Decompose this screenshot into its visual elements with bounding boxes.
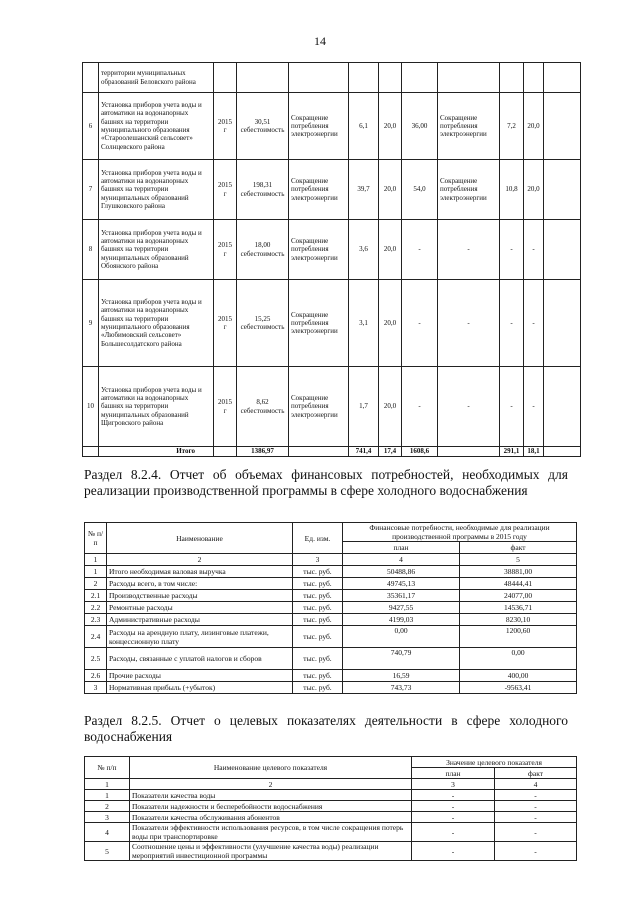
cell: - bbox=[495, 812, 577, 823]
table-row bbox=[85, 801, 577, 812]
cell: 20,0 bbox=[379, 280, 402, 367]
cell: 20,0 bbox=[379, 367, 402, 447]
cell: Ремонтные расходы bbox=[107, 602, 293, 614]
cell: 2 bbox=[85, 578, 107, 590]
cell: 36,00 bbox=[402, 93, 438, 160]
cell: 2015 г bbox=[214, 220, 237, 280]
header-cell: Ед. изм. bbox=[293, 523, 343, 554]
cell: 2 bbox=[85, 801, 130, 812]
cell: 16,59 bbox=[343, 670, 460, 682]
cell: 198,31 bbox=[252, 181, 273, 190]
cell: Показатели эффективности использования ресурсов, в том числе сокращения потерь воды при транспортировке bbox=[130, 823, 412, 842]
financial-needs-table bbox=[84, 522, 577, 694]
cell: Установка приборов учета воды и автоматики на водонапорных башнях на территории муниципальных образований Глушковского района bbox=[99, 160, 214, 220]
cell: 4 bbox=[85, 823, 130, 842]
cell: Расходы, связанные с уплатой налогов и сборов bbox=[107, 648, 293, 670]
cell: 35361,17 bbox=[343, 590, 460, 602]
cell: 2015 г bbox=[214, 160, 237, 220]
table-header-row bbox=[85, 523, 577, 542]
table-row bbox=[85, 823, 577, 842]
cell: Сокращение потребления электроэнергии bbox=[438, 93, 500, 160]
cell: 7 bbox=[83, 160, 99, 220]
cell: тыс. руб. bbox=[293, 590, 343, 602]
cell: тыс. руб. bbox=[293, 626, 343, 648]
table-row bbox=[85, 578, 577, 590]
table-row bbox=[83, 160, 581, 220]
cell: 17,4 bbox=[379, 447, 402, 457]
table-row bbox=[85, 648, 577, 670]
cell: 2.2 bbox=[85, 602, 107, 614]
cell: 1608,6 bbox=[402, 447, 438, 457]
cell: - bbox=[412, 842, 495, 861]
cell: 3,6 bbox=[349, 220, 379, 280]
cell: 15,25 bbox=[254, 314, 271, 323]
cell: 20,0 bbox=[379, 220, 402, 280]
cell: Установка приборов учета воды и автоматики на водонапорных башнях на территории муниципальных образований Щигровского района bbox=[99, 367, 214, 447]
cell: 24077,00 bbox=[460, 590, 577, 602]
cell: - bbox=[438, 367, 500, 447]
cell: 291,1 bbox=[500, 447, 524, 457]
cell: Сокращение потребления электроэнергии bbox=[289, 280, 349, 367]
cell: Итого bbox=[99, 447, 214, 457]
cell: Сокращение потребления электроэнергии bbox=[289, 93, 349, 160]
cell: - bbox=[402, 367, 438, 447]
cell: 2.5 bbox=[85, 648, 107, 670]
cell: Административные расходы bbox=[107, 614, 293, 626]
cell: 1 bbox=[85, 566, 107, 578]
cell: 743,73 bbox=[343, 682, 460, 694]
cell: 5 bbox=[85, 842, 130, 861]
cell: Установка приборов учета воды и автоматики на водонапорных башнях на территории муниципальных образований Обоянского района bbox=[99, 220, 214, 280]
investment-table bbox=[82, 62, 581, 457]
cell: 10,8 bbox=[500, 160, 524, 220]
cell: 38881,00 bbox=[460, 566, 577, 578]
cell: 50488,86 bbox=[343, 566, 460, 578]
cell: Расходы на арендную плату, лизинговые платежи, концессионную плату bbox=[107, 626, 293, 648]
table-row bbox=[85, 670, 577, 682]
cell: 2.4 bbox=[85, 626, 107, 648]
table-row bbox=[83, 280, 581, 367]
cell: 2 bbox=[107, 554, 293, 566]
cell: 1386,97 bbox=[237, 447, 289, 457]
cell: себестоимость bbox=[240, 249, 285, 258]
table-row bbox=[85, 590, 577, 602]
cell: 20,0 bbox=[379, 160, 402, 220]
cell: - bbox=[412, 801, 495, 812]
cell: Показатели надежности и бесперебойности водоснабжения bbox=[130, 801, 412, 812]
cell: - bbox=[500, 220, 524, 280]
cell: 1 bbox=[85, 779, 130, 790]
cell: 4 bbox=[495, 779, 577, 790]
table-row bbox=[85, 682, 577, 694]
table-row bbox=[85, 614, 577, 626]
cell: Сокращение потребления электроэнергии bbox=[438, 160, 500, 220]
cell: Итого необходимая валовая выручка bbox=[107, 566, 293, 578]
header-cell: Наименование bbox=[107, 523, 293, 554]
cell: 3,1 bbox=[349, 280, 379, 367]
cell: 2.3 bbox=[85, 614, 107, 626]
cell: 3 bbox=[293, 554, 343, 566]
cell: 10 bbox=[83, 367, 99, 447]
table-index-row bbox=[85, 554, 577, 566]
cell: 30,51 bbox=[254, 117, 271, 126]
table-row bbox=[85, 566, 577, 578]
cell: тыс. руб. bbox=[293, 648, 343, 670]
header-cell: Значение целевого показателя bbox=[412, 757, 577, 768]
cell: - bbox=[500, 367, 524, 447]
cell: 2015 г bbox=[214, 93, 237, 160]
cell: - bbox=[524, 280, 544, 367]
cell: 2.1 bbox=[85, 590, 107, 602]
cell: 18,00 bbox=[254, 241, 271, 250]
cell: 49745,13 bbox=[343, 578, 460, 590]
header-cell: факт bbox=[495, 768, 577, 779]
cell: - bbox=[412, 823, 495, 842]
table-row bbox=[83, 93, 581, 160]
cell: - bbox=[495, 842, 577, 861]
cell: тыс. руб. bbox=[293, 602, 343, 614]
cell: 54,0 bbox=[402, 160, 438, 220]
cell: 740,79 bbox=[343, 648, 460, 670]
header-cell: № п/п bbox=[85, 757, 130, 779]
cell: Сокращение потребления электроэнергии bbox=[289, 160, 349, 220]
cell: - bbox=[524, 367, 544, 447]
cell: Установка приборов учета воды и автоматики на водонапорных башнях на территории муниципального образования «Любимовский сельсовет» Большесолдатского района bbox=[99, 280, 214, 367]
cell: 6 bbox=[83, 93, 99, 160]
cell: Нормативная прибыль (+убыток) bbox=[107, 682, 293, 694]
table-row bbox=[83, 63, 581, 93]
cell: 8230,10 bbox=[460, 614, 577, 626]
cell: 8,62 bbox=[256, 398, 269, 407]
cell: 4 bbox=[343, 554, 460, 566]
table-row bbox=[83, 220, 581, 280]
cell: 14536,71 bbox=[460, 602, 577, 614]
cell: 400,00 bbox=[460, 670, 577, 682]
section-heading-8-2-5: Раздел 8.2.5. Отчет о целевых показателях деятельности в сфере холодного водоснабжения bbox=[84, 713, 568, 744]
header-cell: № п/п bbox=[85, 523, 107, 554]
target-indicators-table bbox=[84, 756, 577, 861]
cell: 8 bbox=[83, 220, 99, 280]
cell: - bbox=[402, 220, 438, 280]
cell: 39,7 bbox=[349, 160, 379, 220]
cell: 20,0 bbox=[524, 93, 544, 160]
cell: 18,1 bbox=[524, 447, 544, 457]
header-cell: факт bbox=[460, 542, 577, 554]
cell: 1200,60 bbox=[460, 626, 577, 648]
cell: - bbox=[438, 220, 500, 280]
cell: 6,1 bbox=[349, 93, 379, 160]
header-cell: Наименование целевого показателя bbox=[130, 757, 412, 779]
cell: тыс. руб. bbox=[293, 614, 343, 626]
cell: 5 bbox=[460, 554, 577, 566]
cell: - bbox=[402, 280, 438, 367]
table-row bbox=[85, 602, 577, 614]
cell: 7,2 bbox=[500, 93, 524, 160]
table-index-row bbox=[85, 779, 577, 790]
cell: 1,7 bbox=[349, 367, 379, 447]
cell: Расходы всего, в том числе: bbox=[107, 578, 293, 590]
cell: 741,4 bbox=[349, 447, 379, 457]
cell: - bbox=[412, 812, 495, 823]
cell: себестоимость bbox=[240, 406, 285, 415]
cell: Соотношение цены и эффективности (улучшение качества воды) реализации мероприятий инвестиционной программы bbox=[130, 842, 412, 861]
cell: Установка приборов учета воды и автоматики на водонапорных башнях на территории муниципального образования «Староолешанский сельсовет» Солнцевского района bbox=[99, 93, 214, 160]
cell: Показатели качества обслуживания абонентов bbox=[130, 812, 412, 823]
section-heading-8-2-4: Раздел 8.2.4. Отчет об объемах финансовых потребностей, необходимых для реализации производственной программы в сфере холодного водоснабжения bbox=[84, 467, 568, 498]
cell: территории муниципальных образований Беловского района bbox=[99, 63, 214, 93]
cell: - bbox=[524, 220, 544, 280]
table-row-total bbox=[83, 447, 581, 457]
cell: тыс. руб. bbox=[293, 682, 343, 694]
cell: 1 bbox=[85, 790, 130, 801]
cell: Прочие расходы bbox=[107, 670, 293, 682]
cell: 2015 г bbox=[214, 367, 237, 447]
table-row bbox=[85, 626, 577, 648]
cell: Производственные расходы bbox=[107, 590, 293, 602]
cell: Сокращение потребления электроэнергии bbox=[289, 220, 349, 280]
cell: 9427,55 bbox=[343, 602, 460, 614]
cell: 0,00 bbox=[343, 626, 460, 648]
cell: - bbox=[495, 790, 577, 801]
header-cell: план bbox=[412, 768, 495, 779]
header-cell: Финансовые потребности, необходимые для реализации производственной программы в 2015 году bbox=[343, 523, 577, 542]
cell: Сокращение потребления электроэнергии bbox=[289, 367, 349, 447]
cell: 20,0 bbox=[524, 160, 544, 220]
cell: себестоимость bbox=[240, 323, 285, 331]
table-header-row bbox=[85, 757, 577, 768]
cell: Показатели качества воды bbox=[130, 790, 412, 801]
cell: - bbox=[495, 823, 577, 842]
cell: 2 bbox=[130, 779, 412, 790]
cell: тыс. руб. bbox=[293, 566, 343, 578]
cell: 9 bbox=[83, 280, 99, 367]
cell: -9563,41 bbox=[460, 682, 577, 694]
cell: - bbox=[500, 280, 524, 367]
cell: - bbox=[412, 790, 495, 801]
cell: 1 bbox=[85, 554, 107, 566]
cell: 2.6 bbox=[85, 670, 107, 682]
header-cell: план bbox=[343, 542, 460, 554]
cell: 4199,03 bbox=[343, 614, 460, 626]
cell: 3 bbox=[85, 812, 130, 823]
cell: 20,0 bbox=[379, 93, 402, 160]
table-row bbox=[85, 812, 577, 823]
cell: 3 bbox=[412, 779, 495, 790]
table-row bbox=[83, 367, 581, 447]
cell: тыс. руб. bbox=[293, 578, 343, 590]
cell: - bbox=[438, 280, 500, 367]
cell: себестоимость bbox=[240, 189, 285, 198]
table-row bbox=[85, 790, 577, 801]
page-number: 14 bbox=[314, 34, 326, 48]
table-row bbox=[85, 842, 577, 861]
cell: себестоимость bbox=[240, 126, 285, 134]
cell: 3 bbox=[85, 682, 107, 694]
cell: тыс. руб. bbox=[293, 670, 343, 682]
cell: 2015 г bbox=[214, 280, 237, 367]
cell: 48444,41 bbox=[460, 578, 577, 590]
cell: 0,00 bbox=[460, 648, 577, 670]
cell: - bbox=[495, 801, 577, 812]
